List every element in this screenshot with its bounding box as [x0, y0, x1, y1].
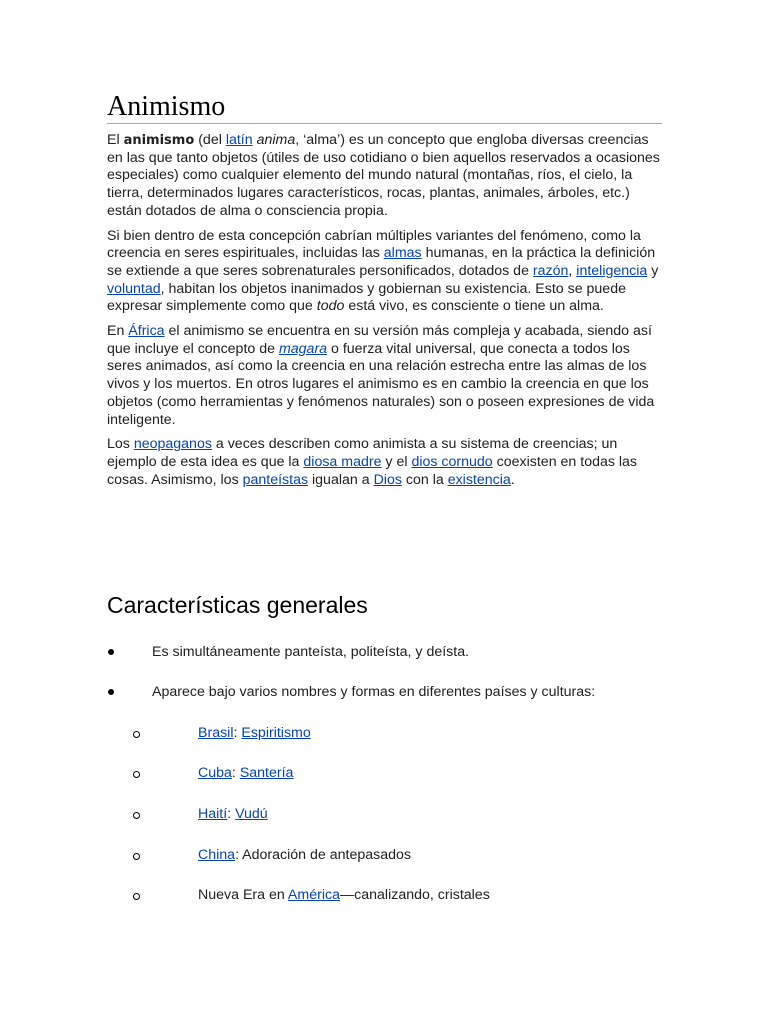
text-run: (del — [194, 132, 226, 148]
text-run: El — [107, 132, 124, 148]
text-run: Nueva Era en — [198, 887, 288, 903]
text-run: : Adoración de antepasados — [235, 847, 411, 863]
text-run: coexisten en todas las cosas. Asimismo, los — [107, 453, 638, 488]
link-voluntad[interactable]: voluntad — [107, 280, 161, 297]
text-run: a veces describen como animista a su sistema de creencias; un ejemplo de esta idea es que la — [107, 436, 618, 470]
text-run: . — [510, 471, 515, 488]
link-inteligencia[interactable]: inteligencia — [576, 262, 648, 279]
text-run: y el — [381, 453, 412, 470]
bullet-disc-icon — [108, 689, 114, 695]
link-dios-cornudo[interactable]: dios cornudo — [411, 453, 493, 470]
text-run: , habitan los objetos inanimados y gobiernan su existencia. Esto se puede expresar simplemente como que — [107, 280, 626, 315]
link-neopaganos[interactable]: neopaganos — [133, 436, 212, 453]
term-todo: todo — [316, 298, 345, 315]
text-run: Si bien dentro de esta concepción cabrían múltiples variantes del fenómeno, como la creencia en seres espirituales, incluidas las — [107, 227, 641, 262]
link-magara[interactable] — [279, 341, 327, 357]
link-cuba[interactable]: Cuba — [198, 765, 232, 781]
link-almas[interactable]: almas — [383, 245, 422, 262]
text-run: , — [568, 262, 577, 279]
list-item-text: Aparece bajo varios nombres y formas en diferentes países y culturas: — [152, 684, 596, 700]
article-body — [107, 132, 662, 489]
link-diosa-madre[interactable]: diosa madre — [303, 453, 382, 470]
link-existencia[interactable]: existencia — [447, 471, 511, 488]
sub-list-item — [198, 886, 490, 904]
link-latin[interactable]: latín — [225, 132, 253, 148]
link-espiritismo[interactable]: Espiritismo — [241, 725, 311, 741]
bullet-disc-icon — [108, 649, 114, 655]
link-haiti[interactable]: Haití — [198, 806, 228, 822]
text-run: , ‘alma’) es un concepto que engloba diversas creencias en las que tanto objetos (útiles de uso cotidiano o bien aquellos reservados a ocasiones especiales) como cualquier elemento del mundo natural (montañas, ríos, el cielo, la tierra, determinados lugares característicos, rocas, plantas, animales, árboles, etc.) están dotados de alma o consciencia propia. — [107, 132, 660, 219]
term-anima: anima — [256, 132, 296, 148]
link-vudu[interactable]: Vudú — [235, 806, 268, 822]
sub-list-item — [198, 764, 293, 782]
bullet-circle-icon — [133, 853, 140, 860]
link-dios[interactable]: Dios — [373, 471, 402, 488]
link-panteistas[interactable]: panteístas — [242, 471, 309, 488]
article — [107, 92, 662, 496]
text-run: igualan a — [308, 471, 374, 488]
text-run: con la — [401, 471, 448, 488]
list-item — [152, 683, 595, 701]
paragraph-neopaganism — [107, 436, 662, 489]
link-china[interactable]: China — [198, 847, 236, 863]
section-heading: Características generales — [107, 592, 368, 618]
paragraph-definition — [107, 228, 662, 317]
link-africa[interactable]: África — [128, 323, 165, 340]
text-run: el animismo se encuentra en su versión más compleja y acabada, siendo así que incluye el concepto de — [107, 323, 652, 357]
paragraph-africa — [107, 323, 662, 429]
keyword-bold: animismo — [123, 133, 195, 148]
text-run: : — [227, 806, 236, 822]
page-title: Animismo — [107, 92, 662, 124]
bullet-circle-icon — [133, 731, 140, 738]
intro-paragraph — [107, 132, 662, 221]
link-america[interactable]: América — [287, 887, 340, 903]
bullet-circle-icon — [133, 771, 140, 778]
bullet-circle-icon — [133, 893, 140, 900]
list-item — [152, 643, 469, 661]
text-run: Los — [107, 436, 134, 453]
text-run: : — [231, 765, 240, 781]
sub-list-item — [198, 724, 311, 742]
bullet-circle-icon — [133, 812, 140, 819]
text-run: —canalizando, cristales — [339, 887, 490, 903]
text-run: humanas, en la práctica la definición se extiende a que seres sobrenaturales personificados, dotados de — [107, 245, 656, 279]
term-magara: magara — [278, 340, 328, 357]
link-brasil[interactable]: Brasil — [198, 725, 234, 741]
sub-list-item — [198, 846, 411, 864]
text-run: En — [107, 323, 129, 340]
text-run: : — [233, 725, 242, 741]
list-item-text: Es simultáneamente panteísta, politeísta, y deísta. — [152, 644, 470, 660]
text-run: y — [647, 262, 659, 279]
text-run: o fuerza vital universal, que conecta a todos los seres animados, así como la creencia en una relación estrecha entre las almas de los vivos y los muertos. En otros lugares el animismo es en cambio la creencia en que los objetos (como herramientas y fenómenos naturales) son o poseen expresiones de vida inteligente. — [107, 340, 655, 428]
link-santeria[interactable]: Santería — [239, 765, 294, 781]
link-razon[interactable]: razón — [532, 262, 569, 279]
text-run: está vivo, es consciente o tiene un alma. — [344, 298, 604, 315]
sub-list-item — [198, 805, 268, 823]
